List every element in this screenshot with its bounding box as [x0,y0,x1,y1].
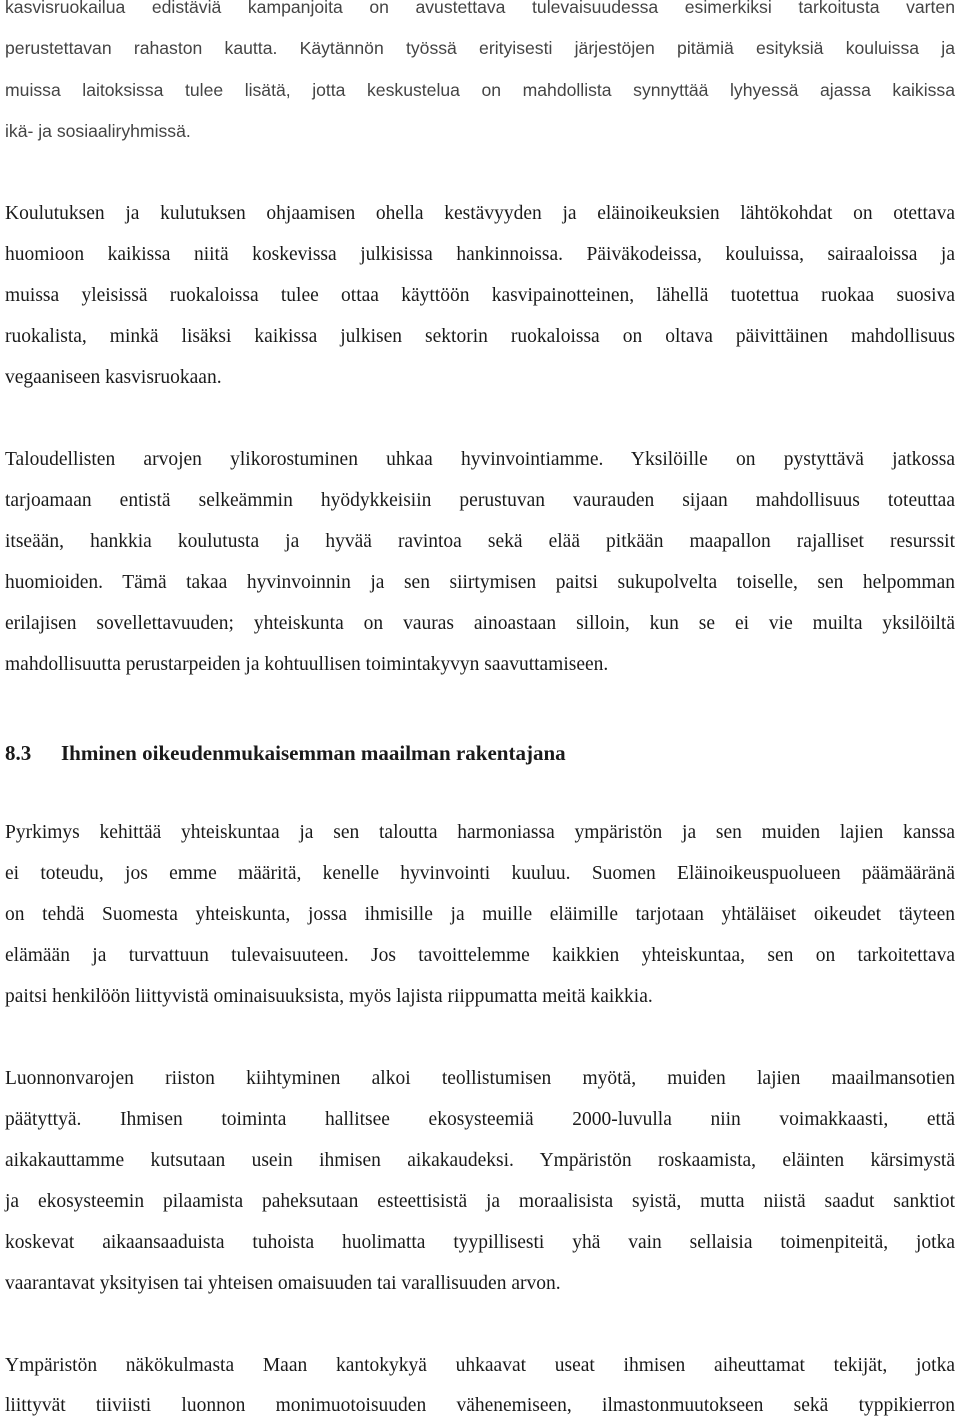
paragraph-line: ikä- ja sosiaaliryhmissä. [5,121,191,141]
paragraph-line: on tehdä Suomesta yhteiskunta, jossa ihmisille ja muille eläimille tarjotaan yhtäläiset oikeudet täyteen [5,904,955,925]
paragraph-line: ruokalista, minkä lisäksi kaikissa julkisen sektorin ruokaloissa on oltava päivittäinen mahdollisuus [5,326,955,347]
paragraph-line: huomioon kaikissa niitä koskevissa julkisissa hankinnoissa. Päiväkodeissa, kouluissa, sairaaloissa ja [5,244,955,265]
paragraph-line: Ympäristön näkökulmasta Maan kantokykyä uhkaavat useat ihmisen aiheuttamat tekijät, jotka [5,1355,955,1376]
paragraph-line: Luonnonvarojen riiston kiihtyminen alkoi teollistumisen myötä, muiden lajien maailmansotien [5,1068,955,1089]
paragraph-line: muissa yleisissä ruokaloissa tulee ottaa käyttöön kasvipainotteinen, lähellä tuotettua ruokaa suosiva [5,285,955,306]
paragraph-line: Pyrkimys kehittää yhteiskuntaa ja sen taloutta harmoniassa ympäristön ja sen muiden lajien kanssa [5,822,955,843]
paragraph-line: tarjoamaan entistä selkeämmin hyödykkeisiin perustuvan vaurauden sijaan mahdollisuus toteuttaa [5,490,955,511]
paragraph-line: ja ekosysteemin pilaamista paheksutaan esteettisistä ja moraalisista syistä, mutta niistä saadut sanktiot [5,1191,955,1212]
section-heading [5,738,566,768]
paragraph-line: koskevat aikaansaaduista tuhoista huolimatta tyypillisesti yhä vain sellaisia toimenpiteitä, jotka [5,1232,955,1253]
paragraph-line: päätyttyä. Ihmisen toiminta hallitsee ekosysteemiä 2000-luvulla niin voimakkaasti, että [5,1109,955,1130]
paragraph-line: ei toteudu, jos emme määritä, kenelle hyvinvointi kuuluu. Suomen Eläinoikeuspuolueen päämääränä [5,863,955,884]
paragraph-line: huomioiden. Tämä takaa hyvinvoinnin ja sen siirtymisen paitsi sukupolvelta toiselle, sen helpomman [5,572,955,593]
paragraph-line: Taloudellisten arvojen ylikorostuminen uhkaa hyvinvointiamme. Yksilöille on pystyttävä jatkossa [5,449,955,470]
paragraph-line: vaarantavat yksityisen tai yhteisen omaisuuden tai varallisuuden arvon. [5,1273,561,1294]
section-title: Ihminen oikeudenmukaisemman maailman rakentajana [61,741,566,765]
paragraph-line: itseään, hankkia koulutusta ja hyvää ravintoa sekä elää pitkään maapallon rajalliset resurssit [5,531,955,552]
paragraph-line: Koulutuksen ja kulutuksen ohjaamisen ohella kestävyyden ja eläinoikeuksien lähtökohdat on otettava [5,203,955,224]
paragraph-line: kasvisruokailua edistäviä kampanjoita on avustettava tulevaisuudessa esimerkiksi tarkoitusta varten [5,0,955,17]
paragraph-line: vegaaniseen kasvisruokaan. [5,367,222,388]
paragraph-line: elämään ja turvattuun tulevaisuuteen. Jos tavoittelemme kaikkien yhteiskuntaa, sen on tarkoitettava [5,945,955,966]
paragraph-line: erilajisen sovellettavuuden; yhteiskunta on vauras ainoastaan silloin, kun se ei vie muilta yksilöiltä [5,613,955,634]
paragraph-line: liittyvät tiiviisti luonnon monimuotoisuuden vähenemiseen, ilmastonmuutokseen sekä typpikierron [5,1395,955,1416]
paragraph-line: aikakauttamme kutsutaan usein ihmisen aikakaudeksi. Ympäristön roskaamista, eläinten kärsimystä [5,1150,955,1171]
paragraph-line: perustettavan rahaston kautta. Käytännön työssä erityisesti järjestöjen pitämiä esityksiä kouluissa ja [5,38,955,58]
paragraph-line: muissa laitoksissa tulee lisätä, jotta keskustelua on mahdollista synnyttää lyhyessä ajassa kaikissa [5,80,955,100]
paragraph-line: mahdollisuutta perustarpeiden ja kohtuullisen toimintakyvyn saavuttamiseen. [5,654,609,675]
paragraph-line: paitsi henkilöön liittyvistä ominaisuuksista, myös lajista riippumatta meitä kaikkia. [5,986,653,1007]
section-number: 8.3 [5,741,32,765]
